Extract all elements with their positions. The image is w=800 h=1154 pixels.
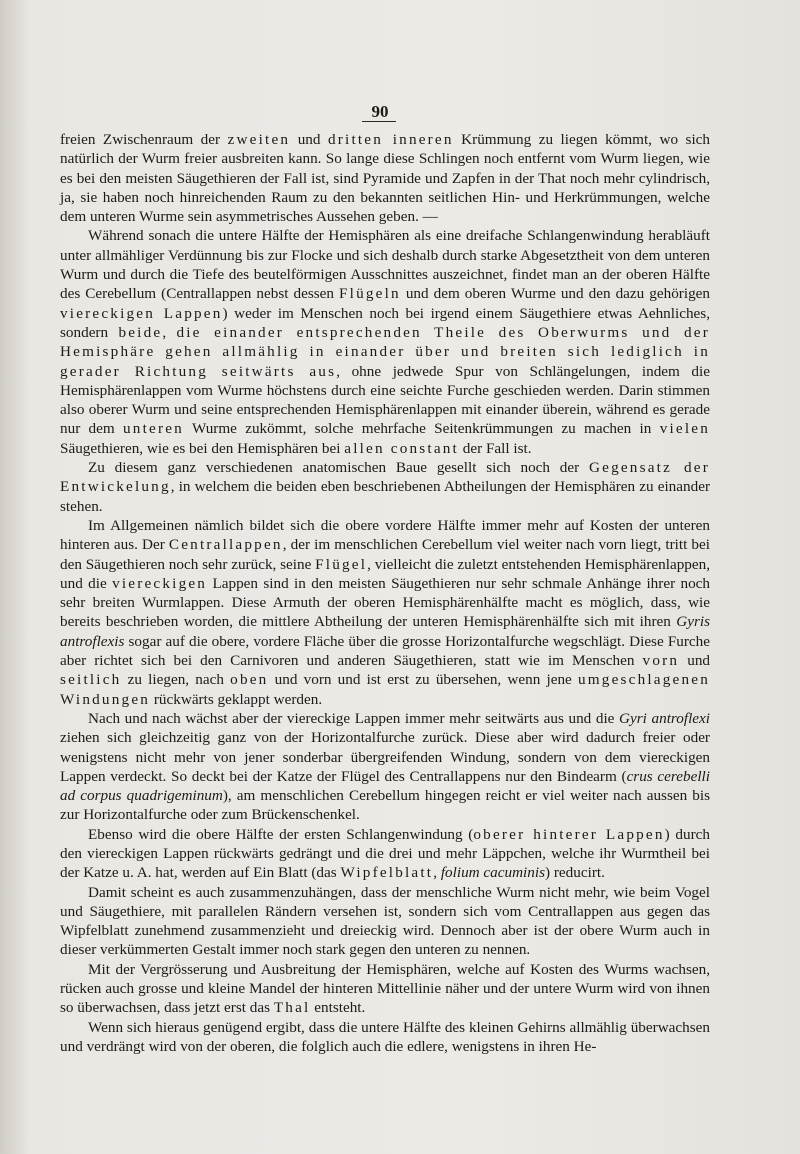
text-run: Damit scheint es auch zusammenzuhängen, dass der menschliche Wurm nicht mehr, wie beim Vogel und Säugethiere, mit parallelen Rändern versehen ist, sondern sich vom Centrallappen aus gegen das Wipfelblatt zunehmend zusammenzieht und dreieckig wird. Dennoch aber ist der obere Wurm auch in dieser verkümmerten Gestalt immer noch stark gegen den unteren zu nennen.	[60, 883, 710, 959]
text-run: ,	[162, 323, 177, 341]
text-run: , vielleicht die zuletzt entstehenden Hemisphärenlappen, und die	[60, 555, 711, 592]
text-run: und dem oberen Wurme und den dazu gehörigen	[400, 285, 710, 303]
spaced-emphasis: unteren	[123, 420, 184, 438]
text-run: entsteht.	[310, 999, 366, 1017]
spaced-emphasis: Wipfelblatt	[340, 864, 434, 882]
text-run: Wenn sich hieraus genügend ergibt, dass die untere Hälfte des kleinen Gehirns allmählig überwachsen und verdrängt wird von der oberen, die folglich auch die edlere, wenigstens in ihren He-	[60, 1018, 710, 1055]
body-text	[60, 130, 710, 1056]
paragraph	[60, 516, 710, 709]
text-run: , in welchem die beiden eben beschriebenen Abtheilungen der Hemisphären zu einander stehen.	[60, 478, 710, 515]
text-run: Im Allgemeinen nämlich bildet sich die obere vordere Hälfte immer mehr auf Kosten der unteren hinteren aus. Der	[60, 516, 710, 554]
paragraph	[60, 458, 710, 516]
text-run: ) reducirt.	[545, 864, 605, 882]
paragraph	[60, 960, 710, 1018]
italic-term: Gyris antroflexis	[60, 613, 710, 650]
spaced-emphasis: Centrallappen	[168, 536, 283, 554]
italic-term: crus cerebelli ad corpus quadrigeminum	[60, 767, 710, 805]
text-run: ,	[433, 864, 441, 882]
paragraph	[60, 883, 710, 960]
italic-term: Gyri antroflexi	[619, 709, 710, 727]
spaced-emphasis: oberer hinterer Lappen	[473, 825, 665, 843]
spaced-emphasis: umgeschlagenen Windungen	[60, 671, 710, 708]
text-run: freien Zwischenraum der	[60, 131, 228, 148]
text-run: Wurme zukömmt, solche mehrfache Seitenkrümmungen zu machen in	[183, 420, 660, 438]
paragraph	[60, 226, 710, 458]
text-run: Nach und nach wächst aber der viereckige Lappen immer mehr seitwärts aus und die	[88, 709, 620, 727]
text-run: der Fall ist.	[458, 439, 532, 457]
text-run: rückwärts geklappt werden.	[150, 690, 323, 708]
text-run: und vorn und ist erst zu übersehen, wenn jene	[268, 671, 578, 689]
spaced-emphasis: beide	[118, 323, 163, 341]
paragraph	[60, 709, 710, 825]
text-run: Während sonach die untere Hälfte der Hemisphären als eine dreifache Schlangenwindung herabläuft unter allmähliger Verdünnung bis zur Flocke und sich deshalb durch starke Abgesetztheit von dem unteren Wurm und durch die Tiefe des beutelförmigen Ausschnittes auszeichnet, findet man an der oberen Hälfte des Cerebellum (Centrallappen nebst dessen	[60, 227, 710, 303]
text-run: Krümmung zu liegen kömmt, wo sich natürlich der Wurm freier ausbreiten kann. So lange diese Schlingen noch entfernt vom Wurm liegen, wie es bei den meisten Säugethieren der Fall ist, sind Pyramide und Zapfen in der That noch mehr cylindrisch, ja, sie haben noch hinreichenden Raum zu den bekannten seitlichen Hin- und Herkrümmungen, welche dem unteren Wurme sein asymmetrisches Aussehen geben. —	[60, 131, 711, 226]
spaced-emphasis: die einander entsprechenden Theile des Oberwurms und der Hemisphäre gehen allmählig in einander über und breiten sich lediglich in gerader Richtung seitwärts aus	[60, 323, 710, 380]
text-run: ) weder im Menschen noch bei irgend einem Säugethiere etwas Aehnliches, sondern	[60, 304, 710, 341]
spaced-emphasis: allen constant	[344, 439, 459, 457]
spaced-emphasis: Thal	[273, 999, 311, 1017]
paragraph	[60, 825, 710, 883]
spaced-emphasis: viereckigen	[112, 574, 208, 592]
text-run: Lappen sind in den meisten Säugethieren nur sehr schmale Anhänge ihrer noch sehr breiten Wurmlappen. Diese Armuth der oberen Hemisphärenhälfte macht es möglich, dass, wie bereits beschrieben worden, die mittlere Abtheilung der unteren Hemisphärenhälfte sich mit ihren	[60, 574, 711, 631]
text-run: ziehen sich gleichzeitig ganz von der Horizontalfurche zurück. Diese aber wird dadurch freier oder wenigstens nicht mehr von jener sonderbar übergreifenden Windung, sondern von dem viereckigen Lappen verdeckt. So deckt bei der Katze der Flügel des Centrallappens nur den Bindearm (	[60, 729, 710, 785]
text-run: zu liegen, nach	[121, 671, 231, 689]
text-run: Säugethieren, wie es bei den Hemisphären bei	[60, 439, 345, 457]
text-run: , der im menschlichen Cerebellum viel weiter nach vorn liegt, tritt bei den Säugethieren noch sehr zurück, seine	[60, 536, 710, 573]
paragraph	[60, 130, 710, 226]
text-run: ), am menschlichen Cerebellum hingegen reicht er viel weiter nach aussen bis zur Horizontalfurche oder zum Brückenschenkel.	[60, 787, 711, 824]
text-run: und	[290, 131, 328, 148]
text-run: Zu diesem ganz verschiedenen anatomischen Baue gesellt sich noch der	[88, 459, 589, 477]
spaced-emphasis: viereckigen Lappen	[60, 304, 223, 322]
text-run: und	[679, 652, 711, 670]
spaced-emphasis: Flügel	[315, 555, 368, 573]
spaced-emphasis: oben	[230, 671, 269, 689]
italic-term: folium cacuminis	[440, 864, 546, 882]
page-number: 90	[371, 102, 389, 121]
spaced-emphasis: Flügeln	[339, 285, 401, 303]
spaced-emphasis: zweiten	[227, 131, 291, 148]
page-number-rule	[362, 121, 396, 122]
text-run: Ebenso wird die obere Hälfte der ersten Schlangenwindung (	[88, 825, 474, 843]
text-run: ) durch den viereckigen Lappen rückwärts gedrängt und die drei und mehr Läppchen, welche ihr Wurmtheil bei der Katze u. A. hat, werden auf Ein Blatt (das	[60, 825, 710, 882]
paragraph	[60, 1018, 710, 1057]
spaced-emphasis: seitlich	[60, 671, 122, 689]
text-run: sogar auf die obere, vordere Fläche über die grosse Horizontalfurche wegschlägt. Diese Furche aber richtet sich bei den Carnivoren und anderen Säugethieren, statt wie im Menschen	[60, 632, 710, 670]
spaced-emphasis: Gegensatz der Entwickelung	[60, 459, 710, 496]
spaced-emphasis: dritten inneren	[327, 131, 454, 148]
text-run: Mit der Vergrösserung und Ausbreitung der Hemisphären, welche auf Kosten des Wurms wachsen, rücken auch grosse und kleine Mandel der hinteren Mittellinie näher und der untere Wurm wird von ihnen so überwachsen, dass jetzt erst das	[60, 960, 710, 1017]
spaced-emphasis: vorn	[642, 652, 680, 670]
text-run: , ohne jedwede Spur von Schlängelungen, indem die Hemisphärenlappen vom Wurme höchstens durch eine seichte Furche geschieden werden. Darin stimmen also oberer Wurm und seine entsprechenden Hemisphärenlappen mit einander überein, während es gerade nur dem	[60, 362, 710, 438]
spaced-emphasis: vielen	[659, 420, 710, 438]
